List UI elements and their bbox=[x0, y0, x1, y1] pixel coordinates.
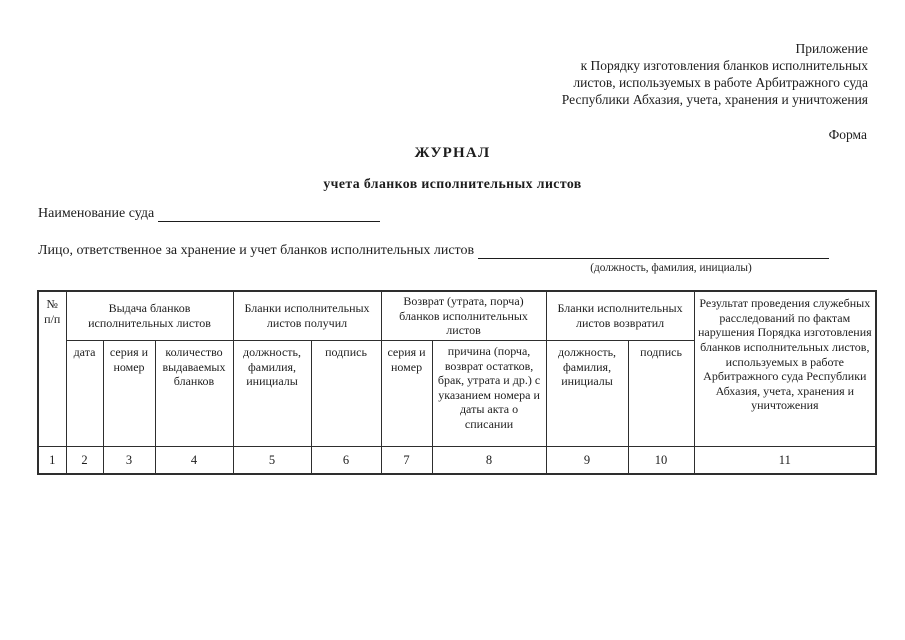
subheader-date: дата bbox=[66, 340, 103, 446]
responsible-line bbox=[38, 242, 829, 259]
column-number: 9 bbox=[546, 446, 628, 474]
responsible-field[interactable] bbox=[478, 243, 829, 259]
subheader-position-name-2: должность, фамилия, инициалы bbox=[546, 340, 628, 446]
annex-line: Приложение bbox=[795, 41, 868, 56]
blank-registry-table bbox=[37, 290, 877, 475]
column-number: 7 bbox=[381, 446, 432, 474]
group-header-returned: Бланки исполнительных листов возвратил bbox=[546, 291, 694, 340]
column-number: 6 bbox=[311, 446, 381, 474]
column-number: 5 bbox=[233, 446, 311, 474]
responsible-hint: (должность, фамилия, инициалы) bbox=[590, 262, 752, 274]
court-name-line bbox=[38, 205, 380, 222]
column-number: 4 bbox=[155, 446, 233, 474]
court-name-label: Наименование суда bbox=[38, 206, 155, 221]
subheader-quantity: количество выдаваемых бланков bbox=[155, 340, 233, 446]
column-number: 11 bbox=[694, 446, 876, 474]
annex-line: к Порядку изготовления бланков исполнительных bbox=[580, 58, 868, 73]
subheader-signature-2: подпись bbox=[628, 340, 694, 446]
court-name-field[interactable] bbox=[158, 206, 380, 222]
column-number: 2 bbox=[66, 446, 103, 474]
group-header-received: Бланки исполнительных листов получил bbox=[233, 291, 381, 340]
column-number: 10 bbox=[628, 446, 694, 474]
column-number: 8 bbox=[432, 446, 546, 474]
annex-line: листов, используемых в работе Арбитражного суда bbox=[573, 75, 868, 90]
group-header-return: Возврат (утрата, порча) бланков исполнительных листов bbox=[381, 291, 546, 340]
subheader-signature-1: подпись bbox=[311, 340, 381, 446]
group-header-issue: Выдача бланков исполнительных листов bbox=[66, 291, 233, 340]
result-column-header: Результат проведения служебных расследований по фактам нарушения Порядка изготовления бланков исполнительных листов, используемых в работе Арбитражного суда Республики Абхазия, учета, хранения и уничтожения bbox=[694, 291, 876, 446]
subheader-series-number-1: серия и номер bbox=[103, 340, 155, 446]
subheader-series-number-2: серия и номер bbox=[381, 340, 432, 446]
responsible-label: Лицо, ответственное за хранение и учет бланков исполнительных листов bbox=[38, 243, 475, 258]
page-title: ЖУРНАЛ bbox=[414, 145, 491, 161]
column-number: 3 bbox=[103, 446, 155, 474]
annex-line: Республики Абхазия, учета, хранения и уничтожения bbox=[561, 92, 868, 107]
column-number: 1 bbox=[38, 446, 66, 474]
subheader-position-name-1: должность, фамилия, инициалы bbox=[233, 340, 311, 446]
annex-block bbox=[562, 40, 868, 108]
page-subtitle: учета бланков исполнительных листов bbox=[323, 176, 582, 191]
form-label: Форма bbox=[828, 127, 867, 142]
col-header-npp: № п/п bbox=[38, 291, 66, 446]
subheader-reason: причина (порча, возврат остатков, брак, утрата и др.) с указанием номера и даты акта о списании bbox=[432, 340, 546, 446]
